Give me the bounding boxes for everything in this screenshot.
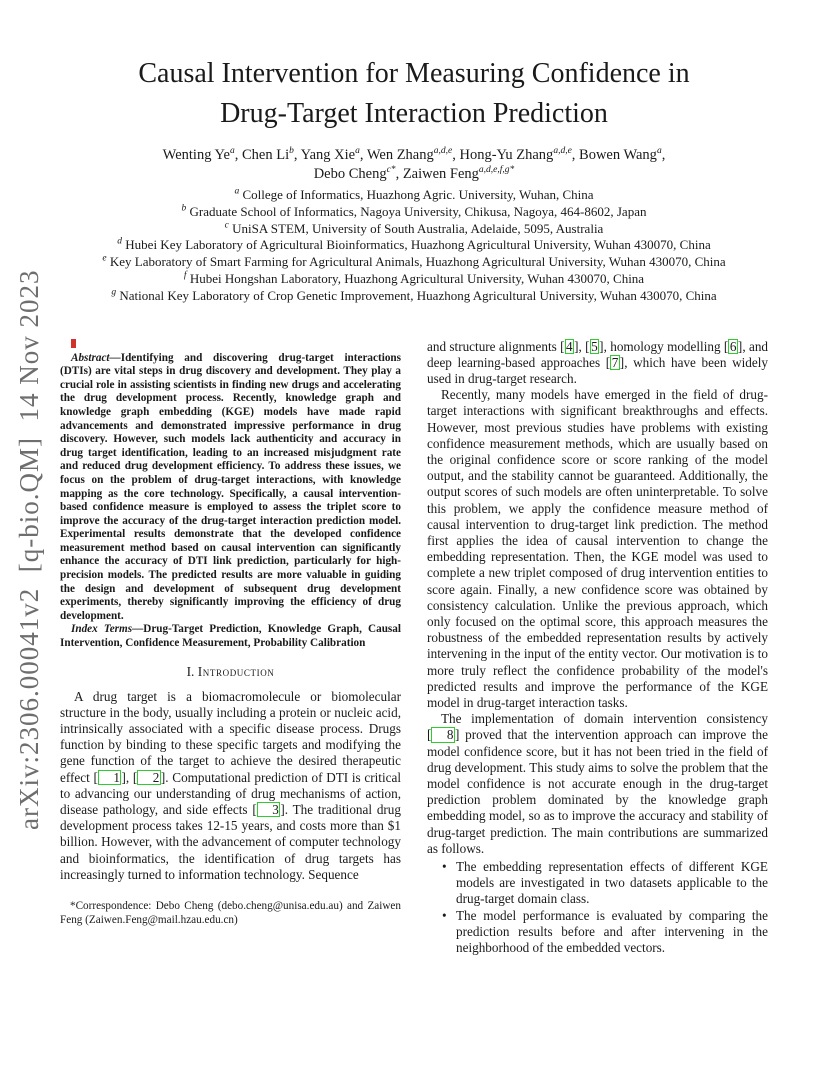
author-name: Debo Cheng$^{c*}$ <box>313 165 396 182</box>
affiliation-line: $^b$ Graduate School of Informatics, Nagoya University, Chikusa, Nagoya, 464-8602, Japan <box>181 203 647 219</box>
intro-paragraph-1-continued: and structure alignments [ 4 ], [ 5 ], homology modelling [ 6 ], and deep learning-based approaches [ 7 ], which have been widely used in drug-target research. <box>427 338 769 386</box>
abstract: Abstract—Identifying and discovering drug-target interactions (DTIs) are vital steps in drug discovery and development. They play a crucial role in assisting scientists in finding new drugs and accelerating the drug development process. Recently, knowledge graph and knowledge graph embedding (KGE) models have made rapid advancements and demonstrated impressive performance in drug discovery. However, such models lack authenticity and accuracy in drug target identification, leading to an increased misjudgment rate and reduced drug development efficiency. To address these issues, we focus on the problem of drug-target interactions, with knowledge mapping as the core technology. Specifically, a causal intervention-based confidence measure is employed to assess the triplet score to improve the accuracy of the drug-target interaction prediction model. Experimental results demonstrate that the developed confidence measurement method based on causal intervention can significantly enhance the accuracy of DTI link prediction, particularly for high-precision models. The predicted results are more valuable in guiding the design and development of subsequent drug development experiments, thereby significantly improving the efficiency of drug development. <box>60 351 401 622</box>
citation-link[interactable]: [ 5 ] <box>585 338 604 354</box>
right-column <box>427 339 768 957</box>
author-name: Zaiwen Feng$^{a,d,e,f,g*}$ <box>402 165 515 182</box>
bullet-item: • The model performance is evaluated by comparing the prediction results before and after intervening in the neighborhood of the embedded vectors. <box>427 908 768 957</box>
author-list-line1: Wenting Ye$^a$, Chen Li$^b$, Yang Xie$^a$, Wen Zhang$^{a,d,e}$, Hong-Yu Zhang$^{a,d,e}$, Bowen Wang$^a$, <box>162 146 666 163</box>
author-name: Bowen Wang$^a$ <box>579 146 662 163</box>
intro-paragraph-3: The implementation of domain intervention consistency [ 8 ] proved that the intervention approach can improve the model confidence score, but it has not been tried in the field of drug development. This study aims to solve the problem that the model confidence is not accurate enough in the drug-target prediction problem dominated by the knowledge graph embedding model, so as to improve the accuracy and stability of drug-target prediction. The main contributions are summarized as follows. <box>427 711 768 856</box>
contribution-list <box>427 859 768 956</box>
affiliation-line: $^f$ Hubei Hongshan Laboratory, Huazhong Agricultural University, Wuhan 430070, China <box>183 270 645 286</box>
paper-title <box>60 54 768 134</box>
citation-link[interactable]: [ 2 ] <box>132 769 166 785</box>
bullet-item: • The embedding representation effects of different KGE models are investigated in two datasets applicable to the drug-target domain class. <box>427 859 768 908</box>
paragraph-lead: Index Terms— <box>71 623 144 636</box>
author-list-line2: Debo Cheng$^{c*}$, Zaiwen Feng$^{a,d,e,f,g*}$ <box>313 165 515 182</box>
intro-paragraph-1: A drug target is a biomacromolecule or biomolecular structure in the body, usually including a protein or nucleic acid, intrinsically associated with a specific disease process. Drugs function by binding to these specific targets and modifying the gene function of the target to achieve the desired therapeutic effect [ 1 ], [ 2 ]. Computational prediction of DTI is critical to advancing our understanding of drug mechanisms of action, disease pathology, and side effects [ 3 ]. The traditional drug development process takes 12-15 years, and costs more than $1 billion. However, with the advancement of computer technology and bioinformatics, the identification of drug targets has increasingly turned to information technology. Sequence <box>60 688 401 882</box>
arxiv-watermark: arXiv:2306.00041v2 [q-bio.QM] 14 Nov 2023 <box>14 269 44 830</box>
paragraph-lead: Abstract— <box>71 351 121 364</box>
author-name: Chen Li$^b$ <box>241 146 294 163</box>
correspondence-footnote: *Correspondence: Debo Cheng (debo.cheng@unisa.edu.au) and Zaiwen Feng (Zaiwen.Feng@mail.hzau.edu.cn) <box>60 900 401 926</box>
affiliation-list <box>0 187 828 305</box>
author-name: Yang Xie$^a$ <box>300 146 360 163</box>
left-column <box>60 339 401 957</box>
footnote-marker-row <box>60 339 401 352</box>
paper-title-line2: Drug-Target Interaction Prediction <box>220 98 608 129</box>
affiliation-line: $^c$ UniSA STEM, University of South Australia, Adelaide, 5095, Australia <box>224 220 604 236</box>
paper-title-line1: Causal Intervention for Measuring Confidence in <box>138 58 690 89</box>
index-terms: Index Terms—Drug-Target Prediction, Knowledge Graph, Causal Intervention, Confidence Measurement, Probability Calibration <box>60 623 401 650</box>
affiliation-line: $^e$ Key Laboratory of Smart Farming for Agricultural Animals, Huazhong Agricultural University, Wuhan 430070, China <box>102 253 726 270</box>
citation-link[interactable]: [ 7 ] <box>605 354 625 370</box>
affiliation-line: $^a$ College of Informatics, Huazhong Agric. University, Wuhan, China <box>234 186 594 202</box>
affiliation-line: $^g$ National Key Laboratory of Crop Genetic Improvement, Huazhong Agricultural University, Wuhan 430070, China <box>111 287 717 303</box>
author-name: Wen Zhang$^{a,d,e}$ <box>366 146 453 163</box>
citation-link[interactable]: [ 6 ] <box>723 338 743 354</box>
intro-paragraph-2: Recently, many models have emerged in the field of drug-target interactions with significant breakthroughs and effects. However, most previous studies have problems with existing confidence measurement methods, which are usually based on the original confidence score or score ranking of the model output, and the stability cannot be guaranteed. Additionally, the output scores of such models are often uninterpretable. To solve this problem, we apply the confidence measure method of causal intervention to drug-target link prediction. The method first applies the idea of causal intervention to change the embedding representation. Then, the KGE model was used to complete a new triplet composed of drug intervention entities to score again. Finally, a new confidence score was obtained by consistency calculation. Unlike the previous approach, which only focused on the optimal score, this approach measures the robustness of the embedded representation results by actively intervening in the input of the entity vector. Our motivation is to more truly reflect the confidence probability of the model's predicted results and improve the performance of the KGE model in drug-target interaction tasks. <box>427 387 768 711</box>
two-column-body <box>0 339 828 957</box>
author-name: Hong-Yu Zhang$^{a,d,e}$ <box>459 146 572 163</box>
section-heading: I. Introduction <box>186 663 275 679</box>
author-name: Wenting Ye$^a$ <box>162 146 235 163</box>
affiliation-line: $^d$ Hubei Key Laboratory of Agricultural Bioinformatics, Huazhong Agricultural University, Wuhan 430070, China <box>117 237 711 253</box>
footnote-link-marker[interactable] <box>71 339 76 348</box>
citation-link[interactable]: [ 8 ] <box>427 727 460 743</box>
citation-link[interactable]: [ 3 ] <box>252 802 285 818</box>
citation-link[interactable]: [ 4 ] <box>560 338 579 354</box>
citation-link[interactable]: [ 1 ] <box>93 769 126 785</box>
